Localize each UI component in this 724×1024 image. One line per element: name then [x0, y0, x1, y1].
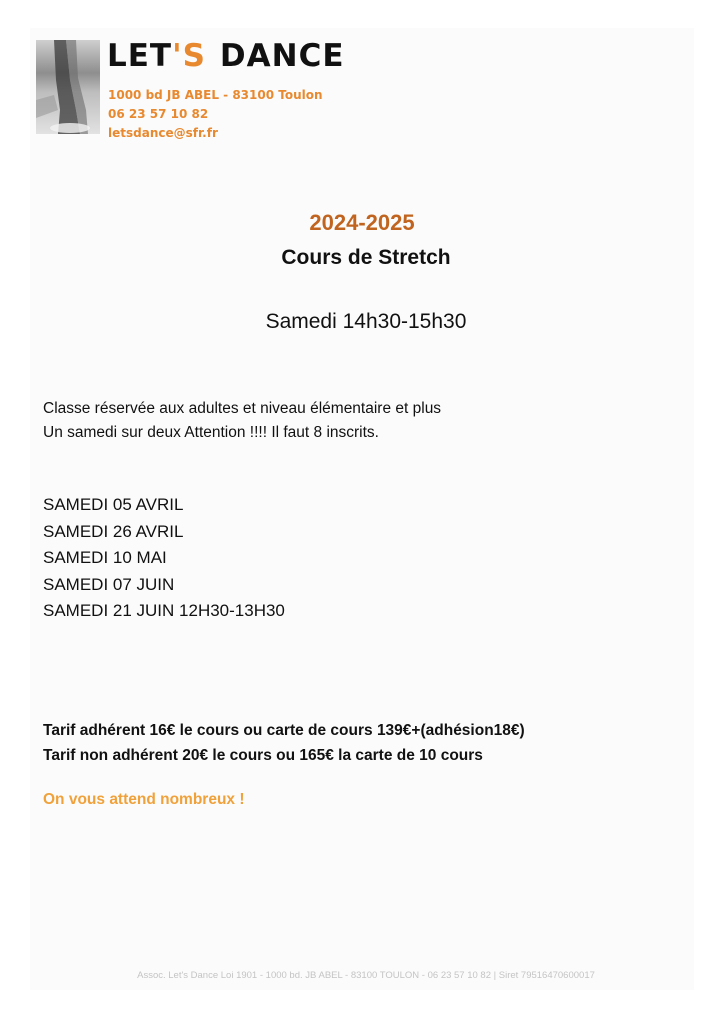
brand-logo-text: LET'S DANCE	[107, 38, 345, 74]
description-line: Classe réservée aux adultes et niveau élémentaire et plus	[43, 400, 442, 417]
season-title: 2024-2025	[309, 210, 415, 235]
date-item: SAMEDI 05 AVRIL	[43, 495, 184, 514]
date-item: SAMEDI 10 MAI	[43, 548, 167, 567]
course-title: Cours de Stretch	[281, 246, 451, 269]
email-link[interactable]: letsdance@sfr.fr	[108, 126, 218, 140]
pricing	[43, 718, 525, 768]
tarif-adherent: Tarif adhérent 16€ le cours ou carte de cours 139€+(adhésion18€)	[43, 722, 525, 739]
contact-block	[108, 86, 323, 143]
phone: 06 23 57 10 82	[108, 107, 209, 121]
dates-list	[43, 492, 285, 625]
pointe-shoe-icon	[36, 40, 100, 134]
address: 1000 bd JB ABEL - 83100 Toulon	[108, 88, 323, 102]
description	[43, 397, 441, 445]
closing-message: On vous attend nombreux !	[43, 791, 245, 808]
course-schedule: Samedi 14h30-15h30	[265, 310, 467, 333]
tarif-non-adherent: Tarif non adhérent 20€ le cours ou 165€ la carte de 10 cours	[43, 747, 483, 764]
date-item: SAMEDI 26 AVRIL	[43, 521, 184, 541]
description-line: Un samedi sur deux Attention !!!! Il faut 8 inscrits.	[43, 424, 379, 441]
ballet-shoe-photo	[36, 40, 100, 134]
date-item: SAMEDI 07 JUIN	[43, 574, 175, 594]
footer: Assoc. Let's Dance Loi 1901 - 1000 bd. JB ABEL - 83100 TOULON - 06 23 57 10 82 | Siret 79516470600017	[137, 970, 595, 981]
date-item: SAMEDI 21 JUIN 12H30-13H30	[43, 601, 285, 620]
